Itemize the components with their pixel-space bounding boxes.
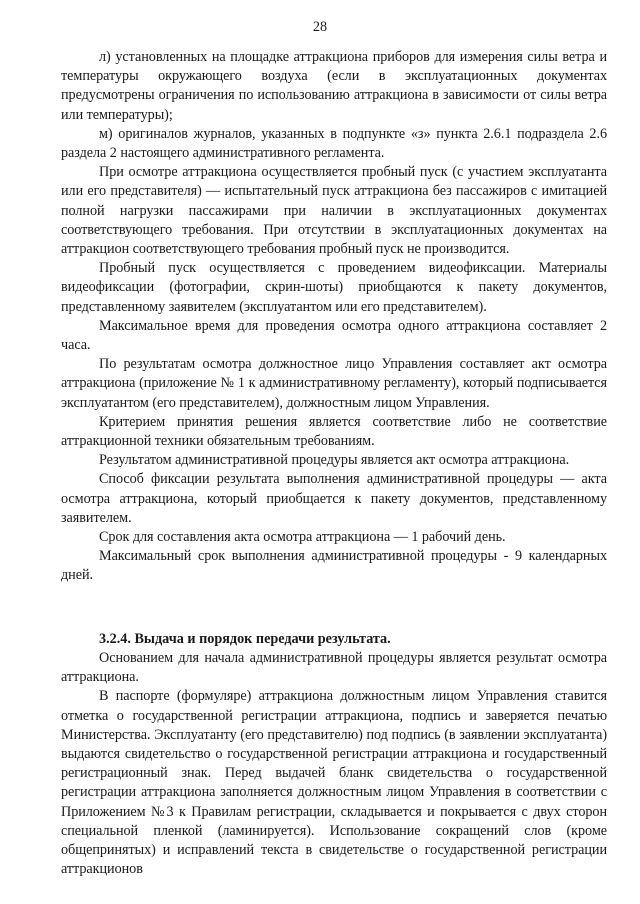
paragraph-video-recording: Пробный пуск осуществляется с проведением видеофиксации. Материалы видеофиксации (фотографии, скрин-шоты) приобщаются к пакету документов, представленному заявителем (эксплуатантом или его представителем). bbox=[61, 260, 607, 315]
paragraph-act-deadline: Срок для составления акта осмотра аттракциона — 1 рабочий день. bbox=[99, 529, 506, 546]
paragraph-decision-criterion: Критерием принятия решения является соответствие либо не соответствие аттракционной техники обязательным требованиям. bbox=[61, 413, 607, 450]
page-number: 28 bbox=[312, 19, 328, 35]
paragraph-result-recording: Способ фиксации результата выполнения административной процедуры — акта осмотра аттракциона, который приобщается к пакету документов, представленному заявителем. bbox=[61, 471, 607, 526]
paragraph-inspection-act: По результатам осмотра должностное лицо Управления составляет акт осмотра аттракциона (приложение № 1 к административному регламенту), который подписывается эксплуатантом (его представителем), должностным лицом Управления. bbox=[61, 356, 607, 411]
paragraph-max-procedure-time: Максимальный срок выполнения административной процедуры - 9 календарных дней. bbox=[61, 548, 607, 584]
section-heading: 3.2.4. Выдача и порядок передачи результата. bbox=[99, 630, 391, 647]
paragraph-item-m: м) оригиналов журналов, указанных в подпункте «з» пункта 2.6.1 подраздела 2.6 раздела 2 настоящего административного регламента. bbox=[61, 125, 607, 162]
section-spacer bbox=[61, 586, 607, 630]
paragraph-trial-run: При осмотре аттракциона осуществляется пробный пуск (с участием эксплуатанта или его представителя) — испытательный пуск аттракциона без пассажиров с имитацией полной нагрузки пассажирами при наличии в эксплуатационных документах соответствующего требования. При отсутствии в эксплуатационных документах на аттракцион соответствующего требования пробный пуск не производится. bbox=[61, 164, 607, 258]
paragraph-max-inspection-time: Максимальное время для проведения осмотра одного аттракциона составляет 2 часа. bbox=[61, 317, 607, 354]
paragraph-certificate-issuance: В паспорте (формуляре) аттракциона должностным лицом Управления ставится отметка о государственной регистрации аттракциона, подпись и заверяется печатью Министерства. Эксплуатанту (его представителю) под подпись (в заявлении эксплуатанта) выдаются свидетельство о государственной регистрации аттракциона и государственный регистрационный знак. Перед выдачей бланк свидетельства о государственной регистрации аттракциона заполняется должностным лицом Управления в соответствии с Приложением №3 к Правилам регистрации, складывается и покрывается с двух сторон специальной пленкой (ламинируется). Использование сокращений слов (кроме общепринятых) и исправлений текста в свидетельстве о государственной регистрации аттракционов bbox=[61, 688, 607, 878]
paragraph-procedure-result: Результатом административной процедуры является акт осмотра аттракциона. bbox=[99, 452, 570, 469]
paragraph-procedure-basis: Основанием для начала административной процедуры является результат осмотра аттракциона. bbox=[61, 649, 607, 686]
page-content bbox=[61, 48, 607, 879]
paragraph-item-l: л) установленных на площадке аттракциона приборов для измерения силы ветра и температуры окружающего воздуха (если в эксплуатационных документах предусмотрены ограничения по использованию аттракциона в зависимости от силы ветра или температуры); bbox=[61, 49, 607, 123]
